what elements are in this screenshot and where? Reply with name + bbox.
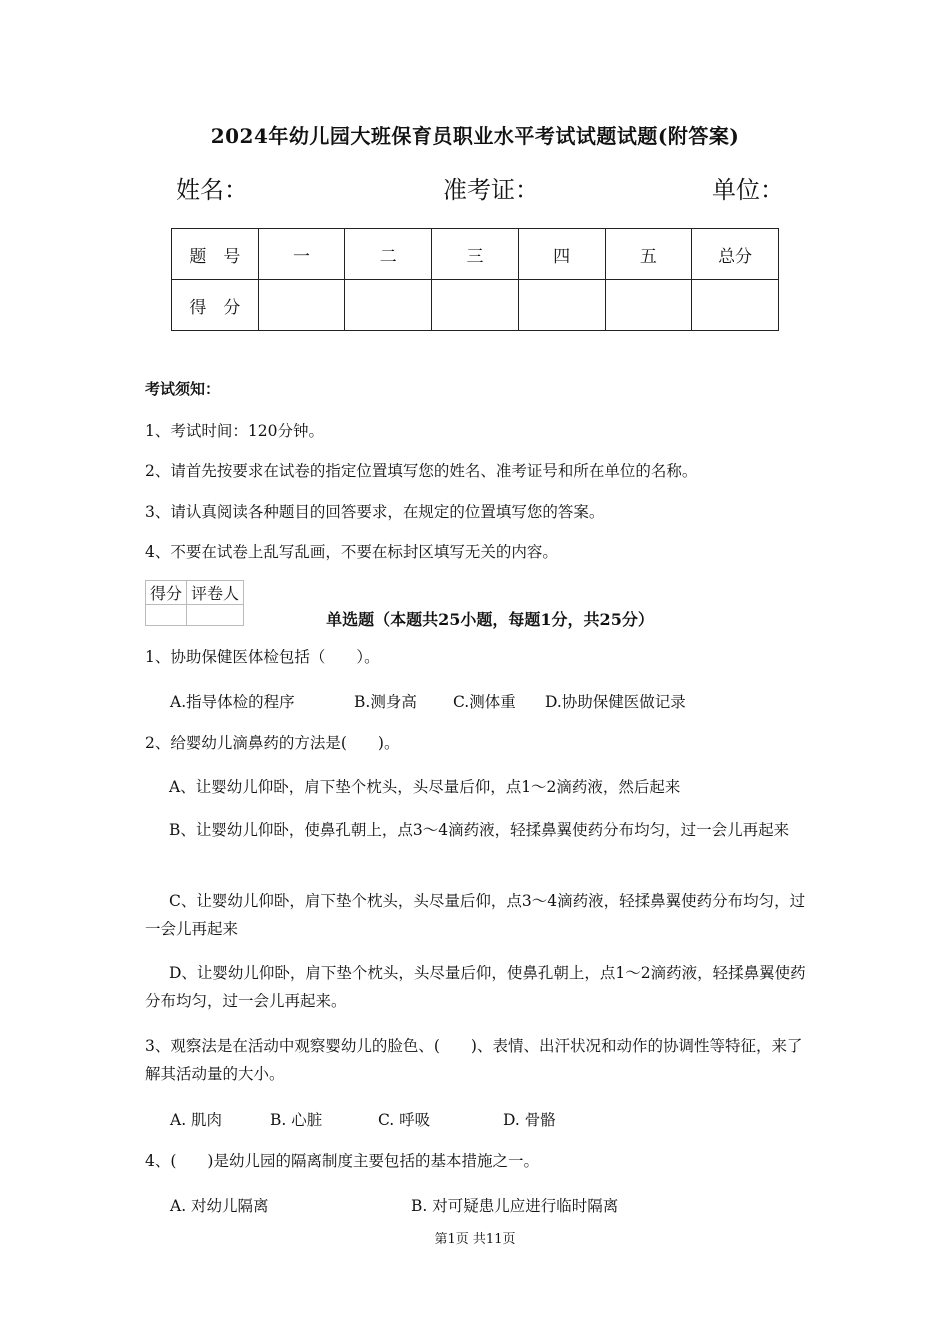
score-cell-4[interactable] [518,280,605,331]
question-3-option-c: C. 呼吸 [378,1111,431,1129]
score-cell-total[interactable] [692,280,779,331]
score-header-label: 题 号 [172,229,259,280]
score-table-header-row [172,229,779,280]
notice-item-3: 3、请认真阅读各种题目的回答要求，在规定的位置填写您的答案。 [145,503,605,521]
score-row-label: 得 分 [172,280,259,331]
question-3-stem: 3、观察法是在活动中观察婴幼儿的脸色、( )、表情、出汗状况和动作的协调性等特征，来了解其活动量的大小。 [145,1037,803,1083]
question-2-option-d: D、让婴幼儿仰卧，肩下垫个枕头，头尽量后仰，使鼻孔朝上，点1～2滴药液，轻揉鼻翼使药分布均匀，过一会儿再起来。 [145,964,806,1010]
grader-reviewer-label: 评卷人 [187,581,244,605]
score-table-score-row [172,280,779,331]
notice-item-1: 1、考试时间：120分钟。 [145,422,324,440]
question-1-option-c: C.测体重 [453,693,516,711]
score-table [171,228,779,331]
section-title: 单选题（本题共25小题，每题1分，共25分） [326,610,654,629]
score-header-total: 总分 [692,229,779,280]
score-header-5: 五 [605,229,692,280]
unit-label: 单位： [712,176,784,204]
notice-item-4: 4、不要在试卷上乱写乱画，不要在标封区填写无关的内容。 [145,543,558,561]
question-1-option-d: D.协助保健医做记录 [545,693,686,711]
page-title: 2024年幼儿园大班保育员职业水平考试试题试题(附答案) [210,124,740,148]
score-cell-1[interactable] [258,280,345,331]
score-header-3: 三 [432,229,519,280]
question-2-option-b: B、让婴幼儿仰卧，使鼻孔朝上，点3～4滴药液，轻揉鼻翼使药分布均匀，过一会儿再起来 [169,821,790,839]
score-header-2: 二 [345,229,432,280]
question-1-option-b: B.测身高 [354,693,417,711]
score-cell-5[interactable] [605,280,692,331]
question-3-option-d: D. 骨骼 [503,1111,556,1129]
score-header-1: 一 [258,229,345,280]
question-3-option-a: A. 肌肉 [170,1111,223,1129]
question-2-option-a: A、让婴幼儿仰卧，肩下垫个枕头，头尽量后仰，点1～2滴药液，然后起来 [169,778,681,796]
question-4-option-b: B. 对可疑患儿应进行临时隔离 [411,1197,619,1215]
question-3-option-b: B. 心脏 [270,1111,323,1129]
question-2-option-c: C、让婴幼儿仰卧，肩下垫个枕头，头尽量后仰，点3～4滴药液，轻揉鼻翼使药分布均匀，过一会儿再起来 [145,892,806,938]
page-footer: 第1页 共11页 [434,1232,516,1247]
question-4-option-a: A. 对幼儿隔离 [170,1197,269,1215]
exam-id-label: 准考证： [443,176,539,204]
notice-title: 考试须知： [145,380,221,398]
score-cell-2[interactable] [345,280,432,331]
question-1-stem: 1、协助保健医体检包括（ ）。 [145,648,380,666]
question-1-option-a: A.指导体检的程序 [170,693,295,711]
score-header-4: 四 [518,229,605,280]
name-label: 姓名： [176,176,248,204]
question-4-stem: 4、( )是幼儿园的隔离制度主要包括的基本措施之一。 [145,1152,539,1170]
score-cell-3[interactable] [432,280,519,331]
question-2-stem: 2、给婴幼儿滴鼻药的方法是( )。 [145,734,400,752]
grader-score-label: 得分 [146,581,187,605]
notice-item-2: 2、请首先按要求在试卷的指定位置填写您的姓名、准考证号和所在单位的名称。 [145,462,698,480]
